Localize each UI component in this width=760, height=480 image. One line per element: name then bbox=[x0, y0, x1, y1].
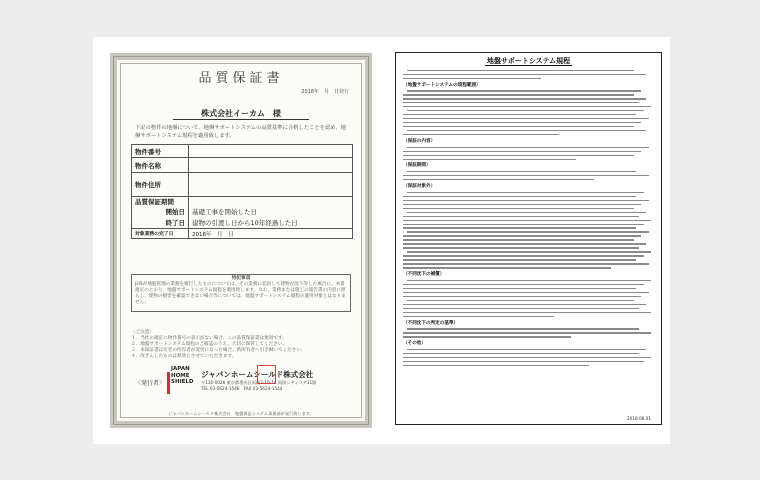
text-line bbox=[403, 94, 634, 95]
rules-section-heading: （保証対象外） bbox=[403, 184, 436, 190]
row-label-property-name: 物件名称 bbox=[132, 158, 189, 173]
text-line bbox=[407, 110, 644, 111]
note-item: ４．改ざんしたものは無効とさせていただきます。 bbox=[131, 354, 237, 359]
notes-title: 〈ご注意〉 bbox=[131, 330, 154, 335]
special-notes-title: 特記事項 bbox=[231, 276, 251, 281]
text-line bbox=[403, 179, 594, 180]
issuer-company: ジャパンホームシールド株式会社 bbox=[201, 370, 314, 379]
rules-section-text bbox=[403, 192, 654, 269]
logo-text bbox=[171, 366, 193, 386]
rules-section-heading: （保証期間） bbox=[403, 163, 431, 169]
text-line bbox=[403, 208, 634, 209]
text-line bbox=[407, 349, 646, 350]
issuer-address-block bbox=[201, 380, 351, 391]
text-line bbox=[403, 263, 649, 264]
rules-document bbox=[395, 52, 662, 425]
text-line bbox=[403, 118, 649, 119]
rules-section-heading: （その他） bbox=[403, 341, 426, 347]
text-line bbox=[403, 361, 644, 362]
text-line bbox=[403, 332, 651, 333]
recipient-underline bbox=[173, 119, 309, 120]
rules-date: 2018.08.01 bbox=[627, 416, 651, 421]
note-item: ２．地盤サポートシステム規程のご確認のうえ、大切に保管してください。 bbox=[131, 342, 288, 347]
text-line bbox=[403, 239, 634, 240]
text-line bbox=[403, 284, 644, 285]
rules-section-heading: （地盤サポートシステムの規程範囲） bbox=[403, 82, 481, 88]
table-row bbox=[132, 207, 353, 217]
text-line bbox=[407, 212, 646, 213]
text-line bbox=[403, 247, 639, 248]
text-line bbox=[403, 114, 636, 115]
row-value bbox=[189, 145, 353, 158]
text-line bbox=[403, 267, 611, 268]
issuer-address: 〒130-0026 東京都墨田区両国2-10-14 両国シティコア11階 bbox=[201, 380, 317, 385]
rules-section-text bbox=[403, 171, 654, 180]
table-row bbox=[132, 173, 353, 197]
text-line bbox=[403, 216, 639, 217]
text-line bbox=[403, 357, 651, 358]
text-line bbox=[403, 220, 651, 221]
text-line bbox=[403, 296, 641, 297]
issuer-label: 〈発行者〉 bbox=[135, 380, 166, 387]
certificate-title: 品質保証書 bbox=[198, 71, 284, 86]
text-line bbox=[407, 231, 649, 232]
text-line bbox=[403, 175, 649, 176]
text-line bbox=[403, 98, 646, 99]
rules-section-text bbox=[403, 328, 654, 337]
text-line bbox=[403, 316, 554, 317]
table-row bbox=[132, 217, 353, 229]
rules-section-text bbox=[403, 349, 654, 366]
logo-line: HOME bbox=[171, 372, 190, 379]
text-line bbox=[407, 90, 641, 91]
rules-section-text bbox=[403, 280, 654, 317]
certificate-table bbox=[131, 144, 353, 239]
text-line bbox=[403, 336, 571, 337]
text-line bbox=[403, 196, 636, 197]
text-line bbox=[403, 102, 639, 103]
text-line bbox=[407, 192, 644, 193]
text-line bbox=[403, 243, 646, 244]
text-line bbox=[403, 204, 641, 205]
issue-date: 2018年 月 日発行 bbox=[301, 89, 349, 95]
row-value bbox=[189, 197, 353, 207]
rules-section-heading: （不同沈下の判定の基準） bbox=[403, 320, 459, 326]
special-notes-text: JHSが地盤管理の業務を履行したものについては、その業務に起因して建物が沈下等した場合に、本書規定のとおり、地盤サポートシステム規程を適用致します。なお、業務または施工の報告書の内容に照らし、建物の損害を確認できない場合等については、地盤サポートシステム規程の適用対象とはなりません。 bbox=[135, 282, 346, 305]
note-item: ３．本保証書は住宅の所有者が変更になった場合、新所有者へ引き継いでください。 bbox=[131, 348, 306, 353]
certificate-intro: 下記の物件の地盤について、地盤サポートシステムの品質基準に合格したことを認め、地盤サポートシステム規程を適用致します。 bbox=[135, 125, 346, 139]
text-line bbox=[403, 159, 576, 160]
special-notes-box bbox=[131, 274, 351, 312]
row-label-property-number: 物件番号 bbox=[132, 145, 189, 158]
text-line bbox=[403, 155, 634, 156]
certificate-footer: ジャパンホームシールド株式会社 地盤保証システム事業部が発行致します。 bbox=[168, 411, 314, 416]
text-line bbox=[403, 235, 641, 236]
text-line bbox=[407, 70, 634, 71]
text-line bbox=[403, 122, 641, 123]
row-value-start-date: 基礎工事を開始した日 bbox=[189, 207, 353, 217]
text-line bbox=[403, 308, 639, 309]
row-label-completion-date: 対象業務の完了日 bbox=[132, 229, 189, 239]
text-line bbox=[403, 353, 639, 354]
text-line bbox=[403, 304, 646, 305]
text-line bbox=[403, 224, 644, 225]
recipient-company: 株式会社イーカム 様 bbox=[201, 109, 281, 118]
text-line bbox=[403, 227, 636, 228]
text-line bbox=[403, 151, 641, 152]
logo-line: SHIELD bbox=[171, 379, 194, 385]
rules-title-text: 地盤サポートシステム規程 bbox=[486, 57, 571, 65]
text-line bbox=[403, 134, 559, 135]
row-label-start-date: 開始日 bbox=[132, 207, 189, 217]
table-row bbox=[132, 145, 353, 158]
row-value-end-date: 建物の引渡し日から10年経過した日 bbox=[189, 217, 353, 229]
text-line bbox=[407, 171, 636, 172]
text-line bbox=[403, 259, 636, 260]
table-row bbox=[132, 197, 353, 207]
text-line bbox=[407, 147, 649, 148]
company-seal-stamp bbox=[257, 365, 276, 384]
rules-section-heading: （不同沈下の補償） bbox=[403, 272, 445, 278]
row-label-warranty-period: 品質保証期間 bbox=[132, 197, 189, 207]
text-line bbox=[403, 255, 644, 256]
table-row bbox=[132, 158, 353, 173]
row-label-end-date: 終了日 bbox=[132, 217, 189, 229]
text-line bbox=[407, 251, 651, 252]
rules-body bbox=[403, 67, 654, 414]
table-row bbox=[132, 229, 353, 239]
issuer-tel: TEL 03-5624-1546 FAX 03-5624-1544 bbox=[201, 385, 283, 391]
text-line bbox=[403, 200, 649, 201]
text-line bbox=[403, 365, 589, 366]
text-line bbox=[403, 288, 636, 289]
rules-section-text bbox=[403, 70, 654, 79]
text-line bbox=[407, 328, 639, 329]
quality-certificate bbox=[110, 53, 372, 428]
rules-title bbox=[396, 56, 661, 66]
text-line bbox=[407, 280, 651, 281]
notes-block bbox=[131, 330, 355, 360]
note-item: １．当社の規定に物件番号の表示がない場合、この品質保証書は無効です。 bbox=[131, 336, 287, 341]
row-value bbox=[189, 173, 353, 197]
row-label-property-address: 物件住所 bbox=[132, 173, 189, 197]
text-line bbox=[403, 312, 651, 313]
rules-section-heading: （保証の内容） bbox=[403, 138, 436, 144]
text-line bbox=[403, 126, 634, 127]
row-value bbox=[189, 158, 353, 173]
text-line bbox=[403, 74, 646, 75]
text-line bbox=[403, 106, 651, 107]
text-line bbox=[407, 130, 646, 131]
text-line bbox=[407, 300, 634, 301]
text-line bbox=[403, 292, 649, 293]
row-value-completion-date: 2018年 月 日 bbox=[189, 229, 353, 239]
rules-section-text bbox=[403, 147, 654, 160]
rules-section-text bbox=[403, 90, 654, 135]
logo-line: JAPAN bbox=[171, 366, 190, 372]
text-line bbox=[403, 78, 541, 79]
